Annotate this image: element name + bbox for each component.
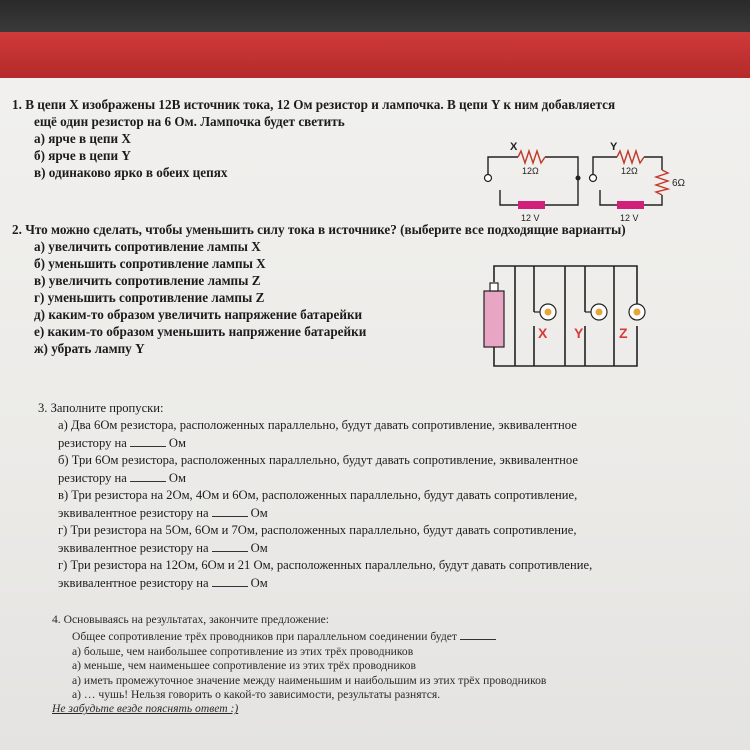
question-1-option-c: в) одинаково ярко в обеих цепях bbox=[34, 165, 228, 180]
question-2-option-g: ж) убрать лампу Y bbox=[34, 341, 145, 356]
question-4-option-3: а) иметь промежуточное значение между наименьшим и наибольшим из этих трёх проводников bbox=[72, 673, 547, 687]
question-1-option-b: б) ярче в цепи Y bbox=[34, 148, 131, 163]
question-1-text-line-1: 1. В цепи X изображены 12В источник тока, 12 Ом резистор и лампочка. В цепи Y к ним добавляется bbox=[12, 97, 616, 112]
question-3-item-c-line-1: в) Три резистора на 2Ом, 4Ом и 6Ом, расположенных параллельно, будут давать сопротивление, bbox=[58, 488, 578, 502]
resistor-y-label: 12Ω bbox=[621, 166, 638, 176]
answer-blank bbox=[212, 574, 248, 587]
question-3-item-a-line-1: а) Два 6Ом резистора, расположенных параллельно, будут давать сопротивление, эквивалентное bbox=[58, 418, 577, 432]
question-4 bbox=[52, 613, 546, 717]
monitor-bezel bbox=[0, 0, 750, 32]
lamp-x-label: X bbox=[538, 325, 548, 341]
question-3-item-d-line-2: эквивалентное резистору на Ом bbox=[58, 541, 268, 555]
question-3-title: 3. Заполните пропуски: bbox=[38, 401, 164, 415]
question-3 bbox=[38, 400, 592, 592]
question-2 bbox=[12, 221, 626, 357]
circuit-x-label: X bbox=[510, 141, 518, 153]
battery-y-label: 12 V bbox=[620, 213, 639, 223]
circuit-y-label: Y bbox=[610, 141, 618, 153]
question-2-title: 2. Что можно сделать, чтобы уменьшить силу тока в источнике? (выберите все подходящие варианты) bbox=[12, 222, 626, 237]
answer-blank bbox=[460, 627, 496, 640]
answer-blank bbox=[212, 539, 248, 552]
question-3-item-b-line-2: резистору на Ом bbox=[58, 471, 186, 485]
question-3-item-a-line-2: резистору на Ом bbox=[58, 436, 186, 450]
question-4-option-1: а) больше, чем наибольшее сопротивление из этих трёх проводников bbox=[72, 644, 414, 658]
lamp-y-label: Y bbox=[574, 325, 584, 341]
question-2-option-e: д) каким-то образом увеличить напряжение батарейки bbox=[34, 307, 363, 322]
answer-blank bbox=[130, 434, 166, 447]
answer-blank bbox=[130, 469, 166, 482]
question-2-option-c: в) увеличить сопротивление лампы Z bbox=[34, 273, 261, 288]
battery-x-label: 12 V bbox=[521, 213, 540, 223]
question-3-item-c-line-2: эквивалентное резистору на Ом bbox=[58, 506, 268, 520]
question-3-item-b-line-1: б) Три 6Ом резистора, расположенных параллельно, будут давать сопротивление, эквивалентное bbox=[58, 453, 578, 467]
question-4-stem: Общее сопротивление трёх проводников при параллельном соединении будет bbox=[52, 627, 546, 644]
question-3-item-e-line-2: эквивалентное резистору на Ом bbox=[58, 576, 268, 590]
question-1-option-a: а) ярче в цепи X bbox=[34, 131, 131, 146]
question-2-option-d: г) уменьшить сопротивление лампы Z bbox=[34, 290, 265, 305]
question-3-item-d-line-1: г) Три резистора на 5Ом, 6Ом и 7Ом, расположенных параллельно, будут давать сопротивление, bbox=[58, 523, 577, 537]
lamp-z-label: Z bbox=[619, 325, 628, 341]
extra-resistor-label: 6Ω bbox=[672, 178, 686, 189]
question-4-option-2: а) меньше, чем наименьшее сопротивление из этих трёх проводников bbox=[72, 659, 416, 673]
header-bar bbox=[0, 32, 750, 78]
question-3-item-e-line-1: г) Три резистора на 12Ом, 6Ом и 21 Ом, расположенных параллельно, будут давать сопротивление, bbox=[58, 558, 593, 572]
question-4-option-4: а) … чушь! Нельзя говорить о какой-то зависимости, результаты разнятся. bbox=[72, 688, 441, 702]
question-1-text-line-2: ещё один резистор на 6 Ом. Лампочка будет светить bbox=[34, 114, 345, 129]
question-2-option-f: е) каким-то образом уменьшить напряжение батарейки bbox=[34, 324, 367, 339]
resistor-x-label: 12Ω bbox=[522, 166, 539, 176]
question-1 bbox=[12, 96, 615, 181]
question-4-title: 4. Основываясь на результатах, закончите предложение: bbox=[52, 613, 329, 626]
question-2-option-b: б) уменьшить сопротивление лампы X bbox=[34, 256, 266, 271]
question-2-option-a: а) увеличить сопротивление лампы X bbox=[34, 239, 261, 254]
answer-blank bbox=[212, 504, 248, 517]
closing-note: Не забудьте везде пояснять ответ :) bbox=[52, 702, 239, 716]
